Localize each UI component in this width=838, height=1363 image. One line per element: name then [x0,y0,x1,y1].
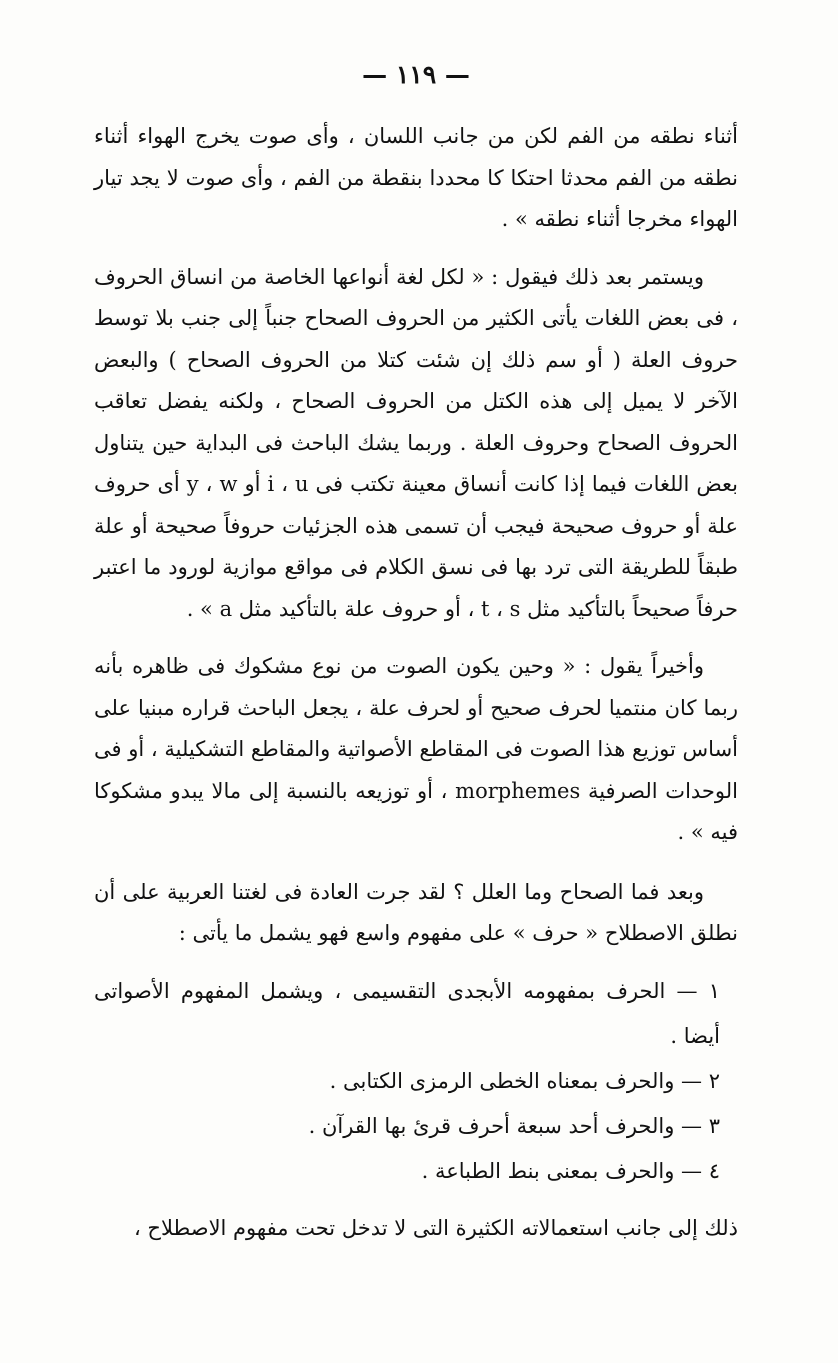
list-item: ١ — الحرف بمفهومه الأبجدى التقسيمى ، ويشمل المفهوم الأصواتى أيضا . [94,978,720,1048]
list-item: ٢ — والحرف بمعناه الخطى الرمزى الكتابى . [329,1068,720,1093]
page-body [94,116,738,1249]
definition-list [94,969,738,1194]
paragraph-1: أثناء نطقه من الفم لكن من جانب اللسان ، وأى صوت يخرج الهواء أثناء نطقه من الفم محدثا احتكا كا محددا بنقطة من الفم ، وأى صوت لا يجد تيار الهواء مخرجا أثناء نطقه » . [94,124,738,231]
closing-paragraph: ذلك إلى جانب استعمالاته الكثيرة التى لا تدخل تحت مفهوم الاصطلاح ، [133,1215,738,1240]
paragraph-4: وبعد فما الصحاح وما العلل ؟ لقد جرت العادة فى لغتنا العربية على أن نطلق الاصطلاح « حرف » على مفهوم واسع فهو يشمل ما يأتى : [94,879,738,945]
list-item: ٤ — والحرف بمعنى بنط الطباعة . [421,1158,720,1183]
paragraph-2: ويستمر بعد ذلك فيقول : « لكل لغة أنواعها الخاصة من انساق الحروف ، فى بعض اللغات يأتى الكثير من الحروف الصحاح جنباً إلى جنب بلا توسط حروف العلة ( أو سم ذلك إن شئت كتلا من الحروف الصحاح ) والبعض الآخر لا يميل إلى هذه الكتل من الحروف الصحاح ، ولكنه يفضل تعاقب الحروف الصحاح وحروف العلة . وربما يشك الباحث فى البداية حين يتناول بعض اللغات فيما إذا كانت أنساق معينة تكتب فى i ، u أو y ، w أى حروف علة أو حروف صحيحة فيجب أن تسمى هذه الجزئيات حروفاً صحيحة أو علة طبقاً للطريقة التى ترد بها فى نسق الكلام فى مواقع موازية لورود ما اعتبر حرفاً صحيحاً بالتأكيد مثل t ، s ، أو حروف علة بالتأكيد مثل a » . [94,264,739,621]
list-item: ٣ — والحرف أحد سبعة أحرف قرئ بها القرآن . [308,1113,720,1138]
page-number: — ١١٩ — [362,60,470,89]
paragraph-3: وأخيراً يقول : « وحين يكون الصوت من نوع مشكوك فى ظاهره بأنه ربما كان منتميا لحرف صحيح أو لحرف علة ، يجعل الباحث قراره مبنيا على أساس توزيع هذا الصوت فى المقاطع الأصواتية والمقاطع التشكيلية ، أو فى الوحدات الصرفية morphemes ، أو توزيعه بالنسبة إلى مالا يبدو مشكوكا فيه » . [94,654,738,844]
